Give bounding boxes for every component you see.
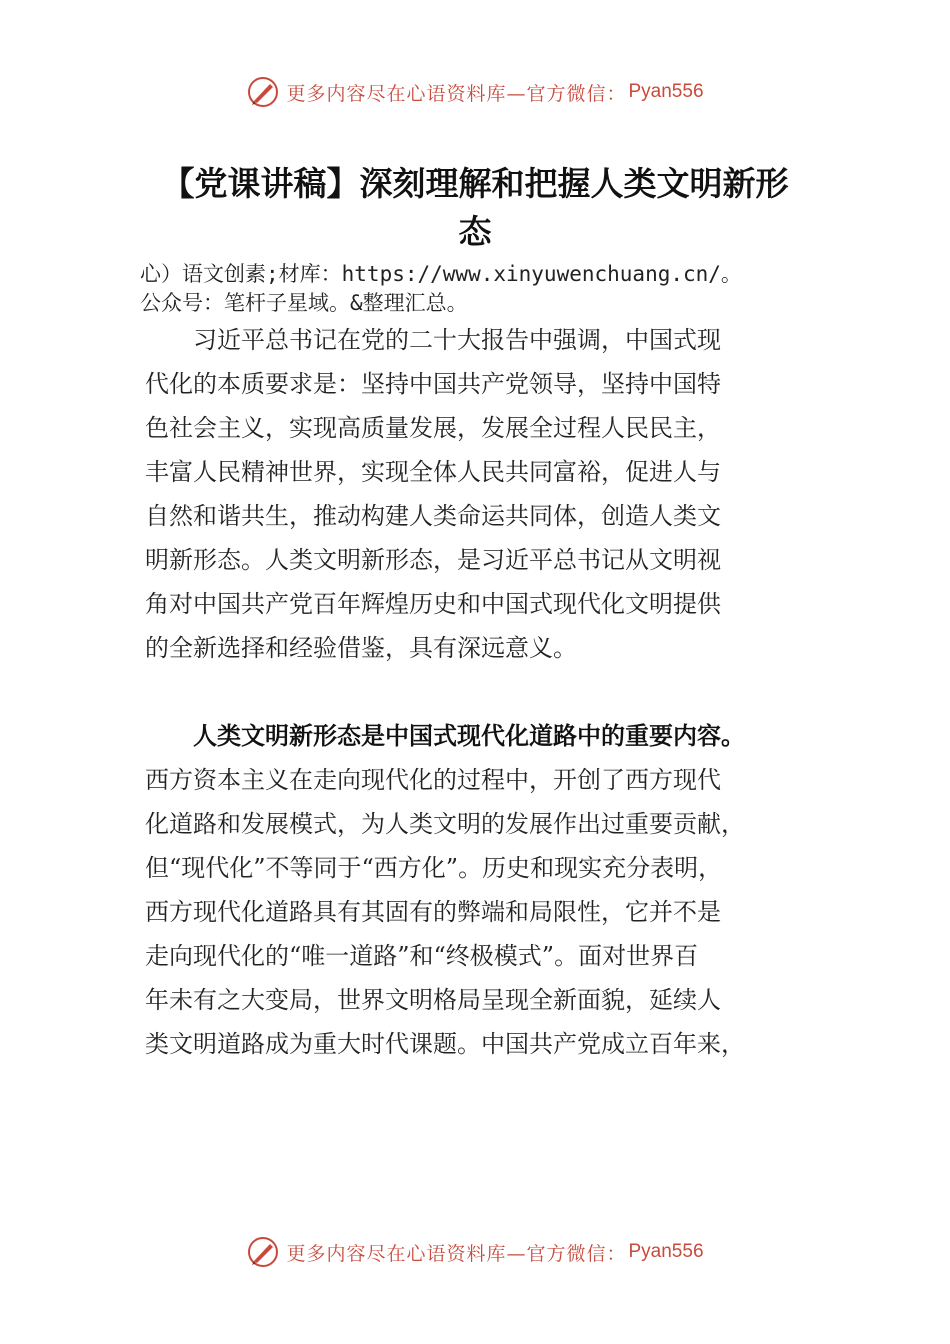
paragraph-line: 色社会主义，实现高质量发展，发展全过程人民民主，	[145, 414, 721, 442]
paragraph-line: 西方资本主义在走向现代化的过程中，开创了西方现代	[145, 766, 721, 794]
paragraph-line: 西方现代化道路具有其固有的弊端和局限性，它并不是	[145, 898, 721, 926]
footer-wechat-id: Pyan556	[628, 1241, 704, 1262]
paragraph-line: 类文明道路成为重大时代课题。中国共产党成立百年来，	[145, 1030, 745, 1058]
paragraph-line: 年未有之大变局，世界文明格局呈现全新面貌，延续人	[145, 986, 721, 1014]
paragraph-2	[145, 714, 810, 1066]
title-line-2: 态	[458, 212, 492, 251]
meta-line-2: 公众号：笔杆子星域。&整理汇总。	[140, 291, 468, 315]
paragraph-line: 但“现代化”不等同于“西方化”。历史和现实充分表明，	[145, 854, 723, 882]
header-wechat-id: Pyan556	[628, 81, 704, 102]
pen-logo-icon	[246, 1235, 280, 1269]
footer-banner-text: 更多内容尽在心语资料库—官方微信：	[286, 1242, 627, 1265]
paragraph-line: 明新形态。人类文明新形态，是习近平总书记从文明视	[145, 546, 721, 574]
paragraph-line: 自然和谐共生，推动构建人类命运共同体，创造人类文	[145, 502, 721, 530]
paragraph-line: 丰富人民精神世界，实现全体人民共同富裕，促进人与	[145, 458, 721, 486]
footer-banner	[0, 1230, 950, 1274]
paragraph-line: 角对中国共产党百年辉煌历史和中国式现代化文明提供	[145, 590, 721, 618]
paragraph-line: 代化的本质要求是：坚持中国共产党领导，坚持中国特	[145, 370, 721, 398]
paragraph-lead-sentence: 人类文明新形态是中国式现代化道路中的重要内容。	[193, 722, 745, 750]
meta-line-1: 心）语文创素;材库：https://www.xinyuwenchuang.cn/。	[140, 262, 742, 286]
header-banner	[0, 70, 950, 114]
paragraph-line: 化道路和发展模式，为人类文明的发展作出过重要贡献，	[145, 810, 745, 838]
paragraph-line: 习近平总书记在党的二十大报告中强调，中国式现	[193, 326, 721, 354]
paragraph-1	[145, 318, 810, 670]
title-line-1: 【党课讲稿】深刻理解和把握人类文明新形	[161, 164, 789, 203]
pen-logo-icon	[246, 75, 280, 109]
paragraph-line: 走向现代化的“唯一道路”和“终极模式”。面对世界百	[145, 942, 699, 970]
source-meta	[140, 260, 840, 318]
header-banner-text: 更多内容尽在心语资料库—官方微信：	[286, 82, 627, 105]
paragraph-line: 的全新选择和经验借鉴，具有深远意义。	[145, 634, 577, 662]
document-title	[130, 160, 820, 256]
